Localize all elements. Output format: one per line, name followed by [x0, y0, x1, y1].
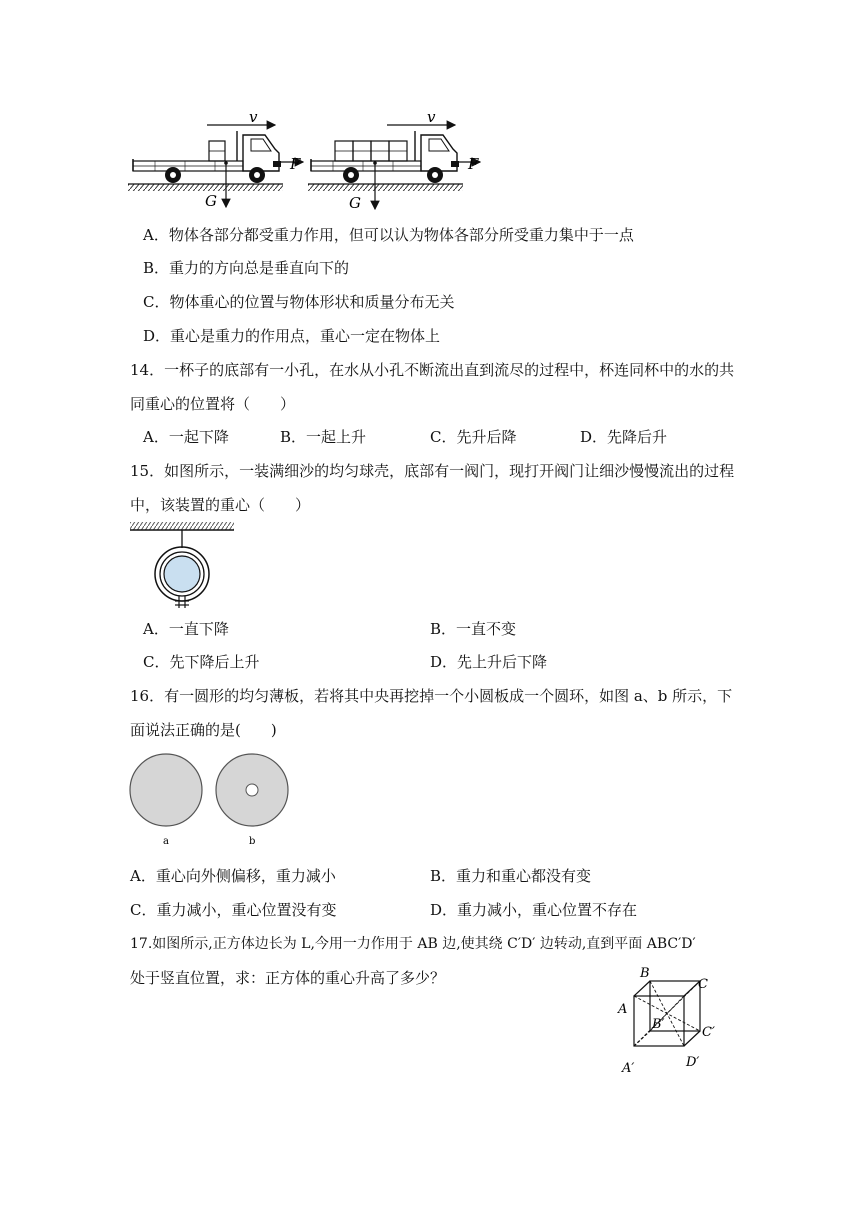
sand-shell-figure: [128, 520, 238, 612]
q14-option-c: C．先升后降: [430, 428, 517, 446]
q15-option-a: A．一直下降: [143, 620, 229, 638]
q15-stem-line2: 中，该装置的重心（ ）: [130, 496, 311, 514]
cube-label-d1: D′: [686, 1055, 700, 1070]
cube-label-a1: A′: [622, 1061, 635, 1076]
q16-stem-line2: 面说法正确的是( ): [130, 721, 277, 739]
cube-label-c1: C′: [702, 1025, 715, 1040]
q13-option-c: C．物体重心的位置与物体形状和质量分布无关: [143, 293, 455, 311]
discs-figure: [128, 750, 308, 850]
cube-label-b1: B′: [652, 1017, 665, 1032]
q14-option-a: A．一起下降: [143, 428, 229, 446]
q17-stem-line1: 17.如图所示,正方体边长为 L,今用一力作用于 AB 边,使其绕 C′D′ 边转动,直到平面 ABC′D′: [130, 936, 696, 952]
q15-option-b: B．一直不变: [430, 620, 517, 638]
label-v1: v: [249, 108, 258, 126]
cube-label-a: A: [618, 1002, 628, 1017]
q14-option-d: D．先降后升: [580, 428, 668, 446]
q14-option-b: B．一起上升: [280, 428, 367, 446]
q16-option-c: C．重力减小，重心位置没有变: [130, 901, 337, 919]
q17-stem-line2: 处于竖直位置，求：正方体的重心升高了多少？: [130, 969, 446, 987]
q16-option-a: A．重心向外侧偏移，重力减小: [130, 867, 336, 885]
label-f2: F: [468, 155, 479, 173]
q13-option-a: A．物体各部分都受重力作用，但可以认为物体各部分所受重力集中于一点: [143, 226, 634, 244]
q15-option-d: D．先上升后下降: [430, 653, 548, 671]
label-a: a: [163, 836, 169, 847]
q16-stem-line1: 16．有一圆形的均匀薄板，若将其中央再挖掉一个小圆板成一个圆环，如图 a、b 所示，下: [130, 687, 733, 705]
q16-option-d: D．重力减小，重心位置不存在: [430, 901, 638, 919]
q16-option-b: B．重力和重心都没有变: [430, 867, 592, 885]
truck-two: [308, 125, 480, 209]
cube-label-c: C: [698, 977, 708, 992]
q14-stem-line1: 14．一杯子的底部有一小孔，在水从小孔不断流出直到流尽的过程中，杯连同杯中的水的共: [130, 361, 735, 379]
q15-stem-line1: 15．如图所示，一装满细沙的均匀球壳，底部有一阀门，现打开阀门让细沙慢慢流出的过程: [130, 462, 735, 480]
label-f1: F: [290, 155, 301, 173]
q14-stem-line2: 同重心的位置将（ ）: [130, 395, 296, 413]
label-g1: G: [205, 192, 217, 210]
label-g2: G: [349, 194, 361, 212]
q13-option-d: D．重心是重力的作用点，重心一定在物体上: [143, 327, 441, 345]
q15-option-c: C．先下降后上升: [143, 653, 260, 671]
cube-figure: [612, 966, 732, 1078]
q13-option-b: B．重力的方向总是垂直向下的: [143, 259, 350, 277]
cube-label-b: B: [640, 966, 650, 981]
label-v2: v: [427, 108, 436, 126]
trucks-figure: [125, 105, 485, 215]
label-b: b: [249, 836, 256, 847]
